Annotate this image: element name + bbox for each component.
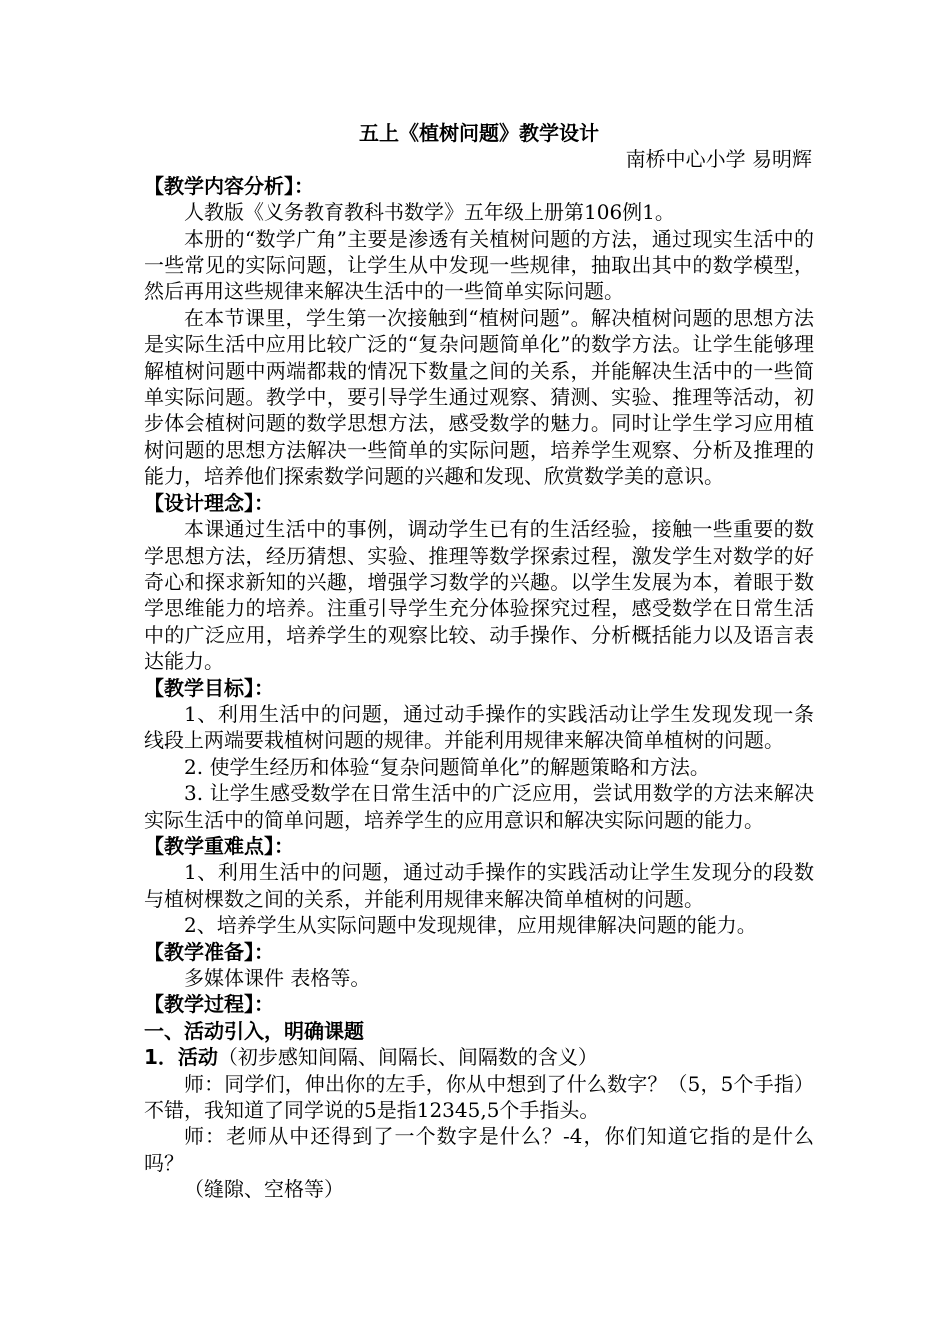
paragraph: 师：老师从中还得到了一个数字是什么？-4，你们知道它指的是什么吗？ [144,1124,814,1175]
author-line: 南桥中心小学 易明辉 [625,147,812,172]
paragraph: 1、利用生活中的问题，通过动手操作的实践活动让学生发现分的段数与植树棵数之间的关系，并能利用规律来解决简单植树的问题。 [144,860,814,911]
paragraph: 在本节课里，学生第一次接触到“植树问题”。解决植树问题的思想方法是实际生活中应用比较广泛的“复杂问题简单化”的数学方法。让学生能够理解植树问题中两端都栽的情况下数量之间的关系，并能解决生活中的一些简单实际问题。教学中，要引导学生通过观察、猜测、实验、推理等活动，初步体会植树问题的数学思想方法，感受数学的魅力。同时让学生学习应用植树问题的思想方法解决一些简单的实际问题，培养学生观察、分析及推理的能力，培养他们探索数学问题的兴趣和发现、欣赏数学美的意识。 [144,305,814,489]
activity-label: 1．活动 [144,1045,218,1070]
activity-note: （初步感知间隔、间隔长、间隔数的含义） [217,1045,598,1070]
document-page [144,120,814,1203]
paragraph: 本册的“数学广角”主要是渗透有关植树问题的方法，通过现实生活中的一些常见的实际问题，让学生从中发现一些规律，抽取出其中的数学模型，然后再用这些规律来解决生活中的一些简单实际问题。 [144,226,814,304]
heading-design-concept: 【设计理念】： [144,490,274,515]
paragraph: 本课通过生活中的事例，调动学生已有的生活经验，接触一些重要的数学思想方法，经历猜想、实验、推理等数学探索过程，激发学生对数学的好奇心和探求新知的兴趣，增强学习数学的兴趣。以学生发展为本，着眼于数学思维能力的培养。注重引导学生充分体验探究过程，感受数学在日常生活中的广泛应用，培养学生的观察比较、动手操作、分析概括能力以及语言表达能力。 [144,517,814,674]
heading-key-points: 【教学重难点】： [144,833,294,858]
paragraph: （缝隙、空格等） [184,1177,344,1202]
heading-preparation: 【教学准备】： [144,939,274,964]
paragraph: 3. 让学生感受数学在日常生活中的广泛应用，尝试用数学的方法来解决实际生活中的简单问题，培养学生的应用意识和解决实际问题的能力。 [144,781,814,832]
paragraph: 2、培养学生从实际问题中发现规律，应用规律解决问题的能力。 [184,913,757,938]
paragraph: 人教版《义务教育教科书数学》五年级上册第106例1。 [184,200,675,225]
subheading-activity-intro: 一、活动引入，明确课题 [144,1018,364,1043]
activity-line [144,1044,814,1070]
heading-objectives: 【教学目标】： [144,675,274,700]
paragraph: 多媒体课件 表格等。 [184,966,371,990]
document-title: 五上《植树问题》教学设计 [359,121,599,145]
paragraph: 1、利用生活中的问题，通过动手操作的实践活动让学生发现发现一条线段上两端要栽植树问题的规律。并能利用规律来解决简单植树的问题。 [144,701,814,753]
paragraph: 2. 使学生经历和体验“复杂问题简单化”的解题策略和方法。 [184,754,710,779]
heading-content-analysis: 【教学内容分析】： [144,173,314,198]
paragraph: 师：同学们，伸出你的左手，你从中想到了什么数字？（5，5个手指）不错，我知道了同学说的5是指12345,5个手指头。 [144,1071,814,1123]
heading-process: 【教学过程】： [144,992,274,1017]
